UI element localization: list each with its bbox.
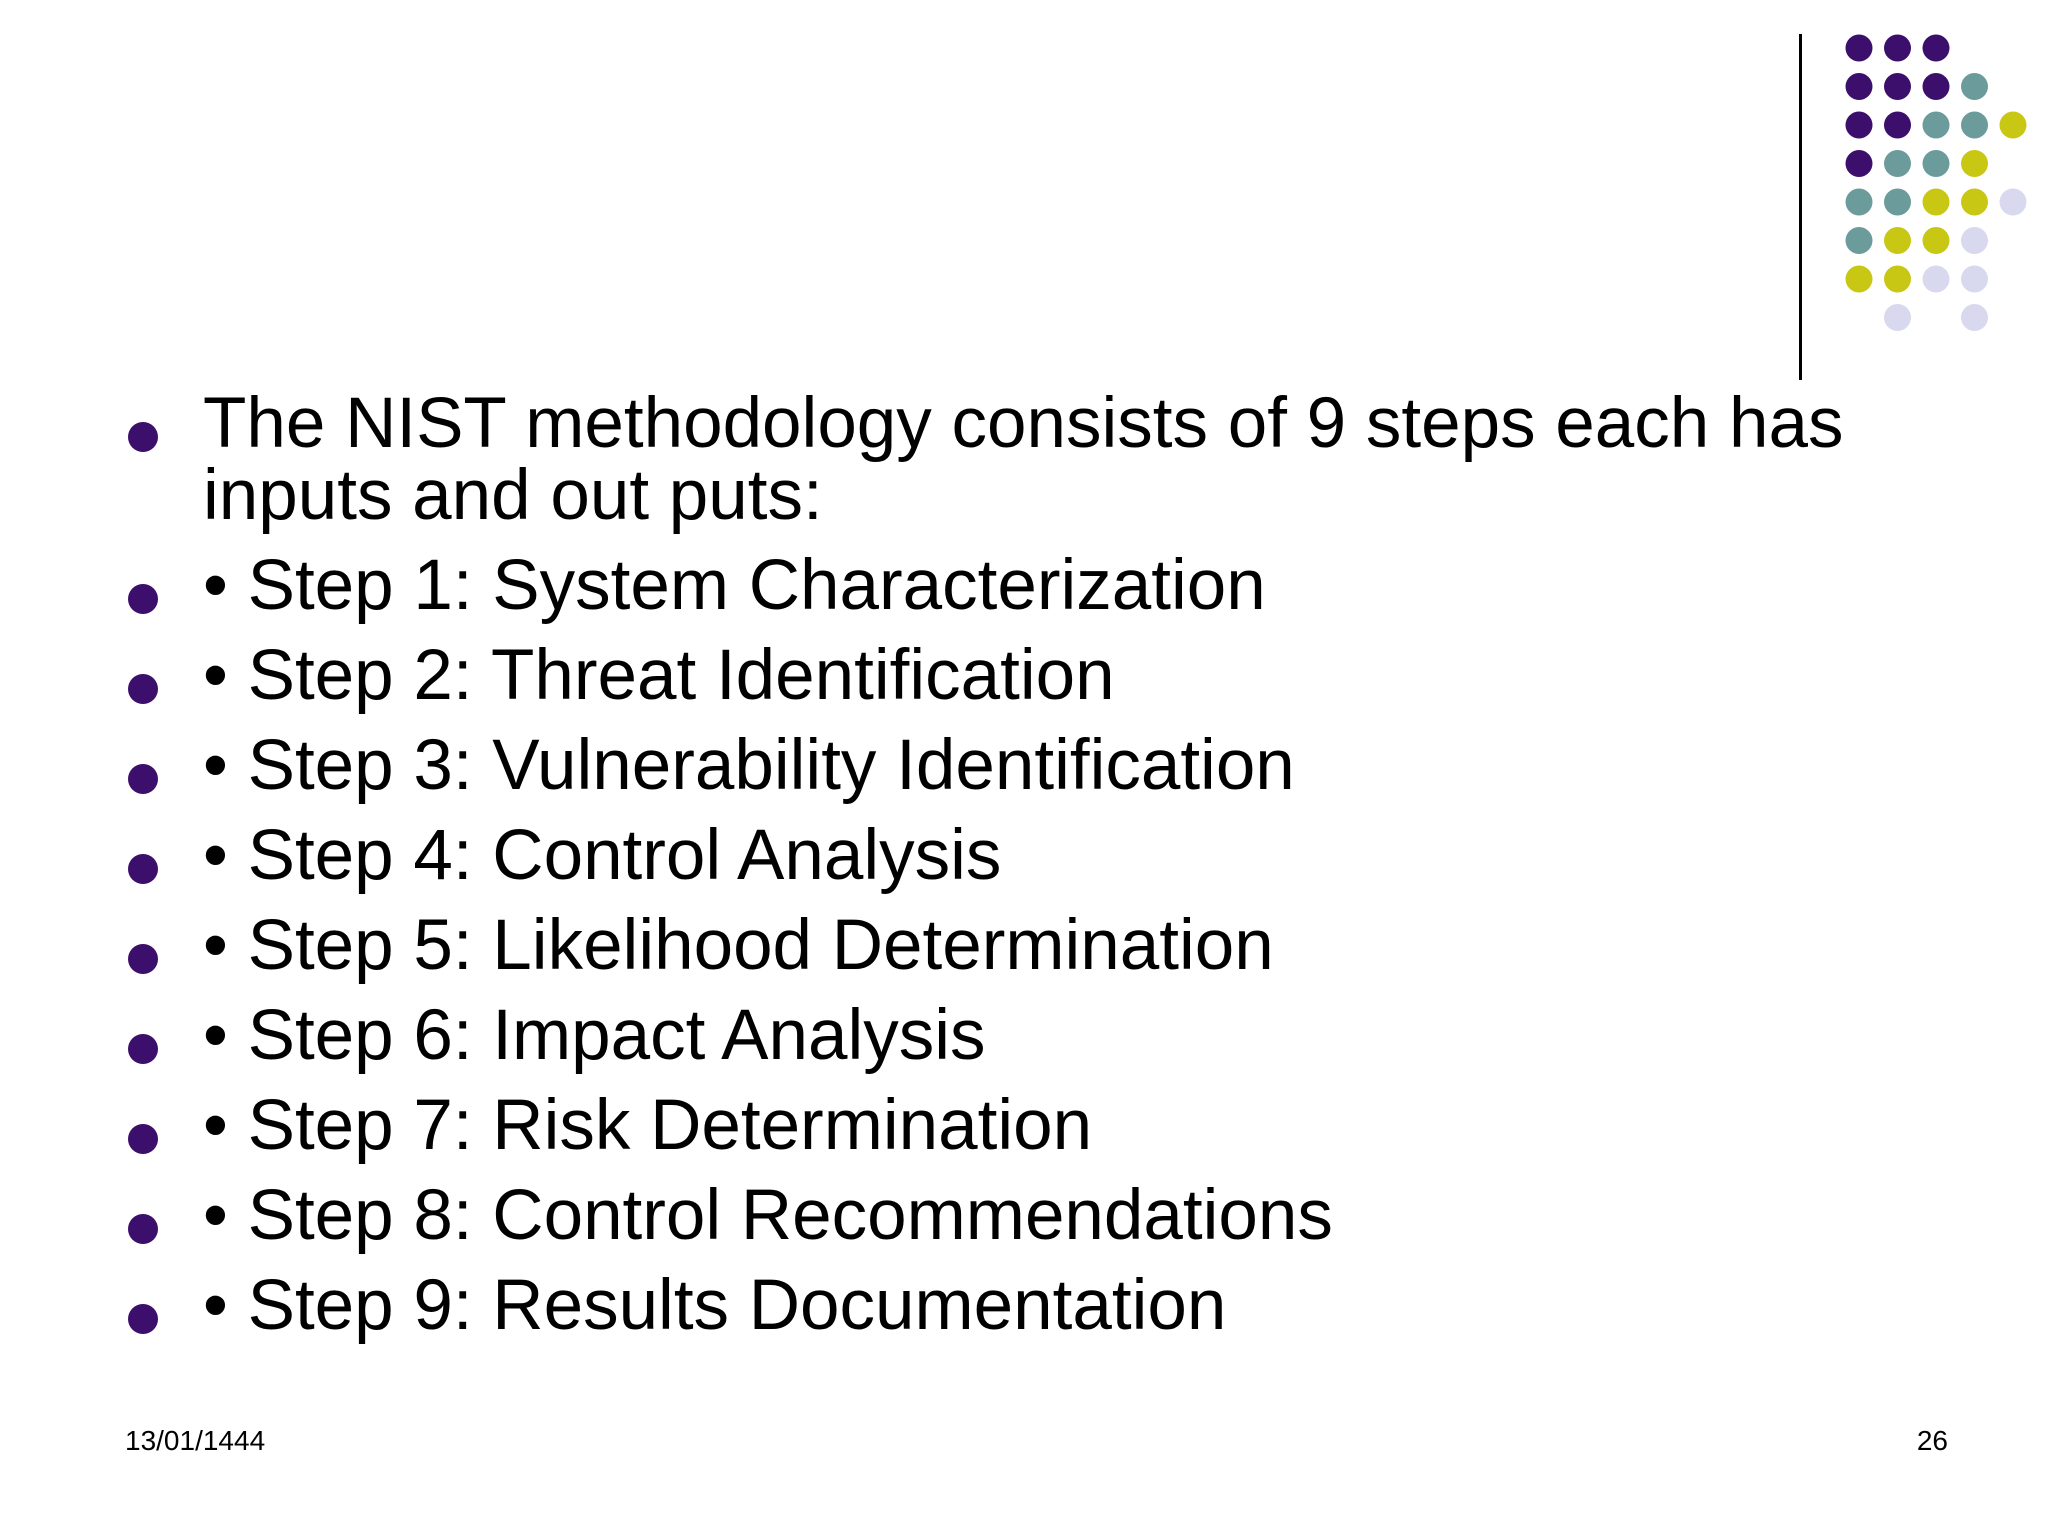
decorative-dot <box>1961 304 1988 331</box>
decorative-dot <box>1884 73 1911 100</box>
footer-date: 13/01/1444 <box>125 1425 266 1456</box>
decorative-dot <box>2000 112 2027 139</box>
bullet-dot-icon <box>128 764 158 794</box>
decorative-dot <box>2000 189 2027 216</box>
bullet-item-step-3 <box>0 726 1943 805</box>
bullet-item-step-4 <box>0 816 1943 895</box>
decorative-dot <box>1884 304 1911 331</box>
bullet-text: • Step 7: Risk Determination <box>203 1086 1093 1165</box>
decorative-dot <box>1961 227 1988 254</box>
decorative-dot <box>1884 189 1911 216</box>
bullet-text: • Step 5: Likelihood Determination <box>203 906 1274 985</box>
bullet-dot-icon <box>128 1214 158 1244</box>
bullet-dot-icon <box>128 944 158 974</box>
decorative-dot <box>1923 189 1950 216</box>
bullet-dot-icon <box>128 1034 158 1064</box>
bullet-item-step-6 <box>0 996 1943 1075</box>
decorative-dot <box>1961 189 1988 216</box>
bullet-dot-icon <box>128 1304 158 1334</box>
bullet-text: • Step 8: Control Recommendations <box>203 1176 1333 1255</box>
decorative-dot <box>1884 227 1911 254</box>
bullet-text: • Step 2: Threat Identification <box>203 636 1115 715</box>
bullet-list <box>0 384 2048 1360</box>
decorative-dot <box>1846 266 1873 293</box>
bullet-text: • Step 3: Vulnerability Identification <box>203 726 1295 805</box>
decorative-dot <box>1884 35 1911 62</box>
bullet-dot-icon <box>128 422 158 452</box>
decorative-dot <box>1923 112 1950 139</box>
decorative-dot <box>1884 266 1911 293</box>
bullet-item-step-1 <box>0 546 1943 625</box>
decorative-dot <box>1923 150 1950 177</box>
decorative-dot-grid <box>0 0 2048 400</box>
decorative-dot <box>1846 73 1873 100</box>
bullet-text: The NIST methodology consists of 9 steps each has inputs and out puts: <box>203 384 1844 535</box>
page-number: 26 <box>1916 1425 1948 1456</box>
bullet-text: • Step 1: System Characterization <box>203 546 1266 625</box>
bullet-dot-icon <box>128 674 158 704</box>
bullet-item-intro <box>0 384 1943 535</box>
bullet-text: • Step 6: Impact Analysis <box>203 996 986 1075</box>
bullet-item-step-8 <box>0 1176 1943 1255</box>
decorative-dot <box>1923 35 1950 62</box>
bullet-item-step-5 <box>0 906 1943 985</box>
decorative-dot <box>1846 150 1873 177</box>
decorative-dot <box>1846 189 1873 216</box>
decorative-dot <box>1961 150 1988 177</box>
bullet-text: • Step 4: Control Analysis <box>203 816 1002 895</box>
decorative-dot <box>1846 227 1873 254</box>
bullet-text: • Step 9: Results Documentation <box>203 1266 1227 1345</box>
bullet-dot-icon <box>128 584 158 614</box>
decorative-dot <box>1846 112 1873 139</box>
decorative-dot <box>1923 266 1950 293</box>
decorative-dot <box>1923 227 1950 254</box>
bullet-dot-icon <box>128 854 158 884</box>
bullet-dot-icon <box>128 1124 158 1154</box>
bullet-item-step-7 <box>0 1086 1943 1165</box>
bullet-item-step-9 <box>0 1266 1943 1345</box>
decorative-dot <box>1961 73 1988 100</box>
decorative-dot <box>1884 150 1911 177</box>
decorative-dot <box>1923 73 1950 100</box>
decorative-dot <box>1961 266 1988 293</box>
bullet-item-step-2 <box>0 636 1943 715</box>
decorative-dot <box>1846 35 1873 62</box>
decorative-dot <box>1884 112 1911 139</box>
decorative-dot <box>1961 112 1988 139</box>
